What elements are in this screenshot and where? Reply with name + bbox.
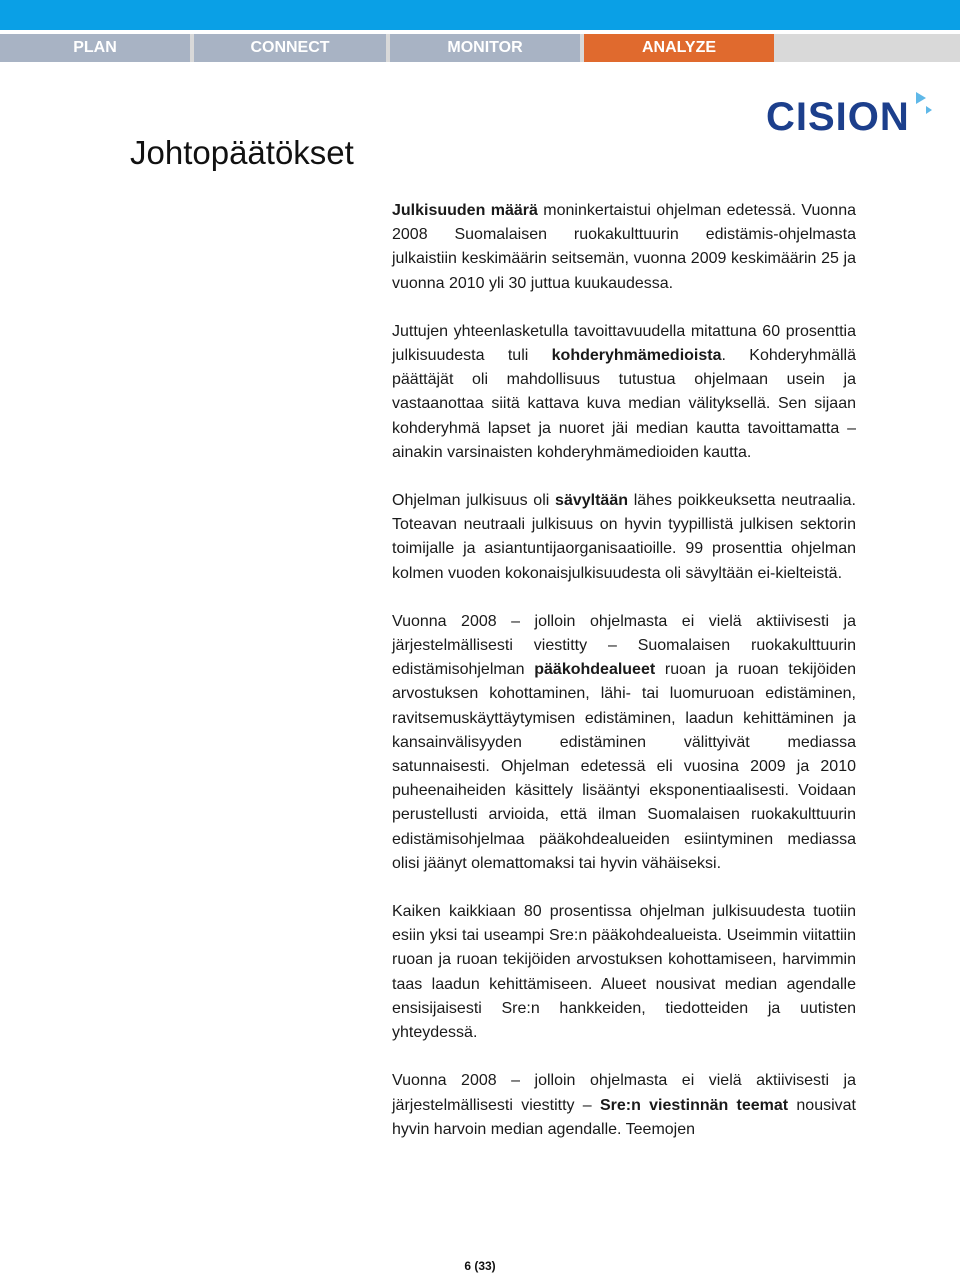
paragraph-4 [392,610,856,876]
paragraph-text: nousivat hyvin harvoin median agendalle. Teemojen [392,1096,857,1138]
paragraph-1 [392,199,856,296]
bold-term: sävyltään [555,492,628,510]
paragraph-text: Ohjelman julkisuus oli [392,492,556,510]
paragraph-6 [392,1069,856,1142]
page-title: Johtopäätökset [130,134,354,171]
paragraph-3 [392,489,856,586]
paragraph-5 [392,900,856,1045]
paragraph-2 [392,320,856,465]
bold-term: Julkisuuden määrä [392,202,538,219]
bold-term: Sre:n viestinnän teemat [599,1096,789,1114]
cision-logo [766,86,934,138]
logo-accent-triangle [916,92,926,104]
page-number: 6 (33) [464,1259,496,1273]
bold-term: pääkohdealueet [534,661,656,679]
nav-tab-plan[interactable]: PLAN [0,34,190,62]
top-accent-bar [0,0,960,30]
paragraph-text: Vuonna 2008 – jolloin ohjelmasta ei vielä aktiivisesti ja järjestelmällisesti viestitty – Suomalaisen ruokakulttuurin edistämisohjelman [392,612,856,679]
paragraph-text: Vuonna 2008 – jolloin ohjelmasta ei vielä aktiivisesti ja järjestelmällisesti viestitty – [392,1072,856,1114]
document-body [392,199,856,1166]
nav-tab-analyze[interactable]: ANALYZE [584,34,774,62]
paragraph-text: Juttujen yhteenlasketulla tavoittavuudella mitattuna 60 prosenttia julkisuudesta tuli [392,322,856,365]
bold-term: kohderyhmämedioista [551,347,722,365]
cision-logo-text: CISION [766,95,910,138]
logo-accent-triangle-small [926,106,932,114]
paragraph-text: Kaiken kaikkiaan 80 prosentissa ohjelman julkisuudesta tuotiin esiin yksi tai useampi Sre:n pääkohdealueista. Useimmin viitattiin ruoan ja ruoan tekijöiden arvostuksen kohottamiseen, harvimmin taas laadun kehittämiseen. Alueet nousivat median agendalle ensisijaisesti Sre:n hankkeiden, tiedotteiden ja uutisten yhteydessä. [392,903,856,1042]
paragraph-text: ruoan ja ruoan tekijöiden arvostuksen kohottaminen, lähi- tai luomuruoan edistäminen, ravitsemuskäyttäytymisen edistäminen, laadun kehittäminen ja kansainvälisyyden edistäminen välittyivät mediassa satunnaisesti. Ohjelman edetessä eli vuosina 2009 ja 2010 puheenaiheiden käsittely lisääntyi eksponentiaalisesti. Voidaan perustellusti arvioida, että ilman Suomalaisen ruokakulttuurin edistämisohjelmaa pääkohdealueiden esiintyminen mediassa olisi jäänyt olemattomaksi tai hyvin vähäiseksi. [392,661,857,872]
paragraph-text: . Kohderyhmällä päättäjät oli mahdollisuus tutustua ohjelmaan usein ja vastaanottaa siitä kattava kuva median välityksellä. Sen sijaan kohderyhmä lapset ja nuoret jäi median kautta tavoittamatta – ainakin varsinaisten kohderyhmämedioiden kautta. [392,347,857,461]
nav-tab-connect[interactable]: CONNECT [194,34,386,62]
paragraph-text: lähes poikkeuksetta neutraalia. Toteavan neutraali julkisuus on hyvin tyypillistä julkisen sektorin toimijalle ja asiantuntijaorganisaatioille. 99 prosenttia ohjelman kolmen vuoden kokonaisjulkisuudesta oli sävyltään ei-kielteistä. [392,492,856,582]
paragraph-text: moninkertaistui ohjelman edetessä. Vuonna 2008 Suomalaisen ruokakulttuurin edistämis-ohjelmasta julkaistiin keskimäärin seitsemän, vuonna 2009 keskimäärin 25 ja vuonna 2010 yli 30 juttua kuukaudessa. [392,202,856,292]
nav-tab-monitor[interactable]: MONITOR [390,34,580,62]
